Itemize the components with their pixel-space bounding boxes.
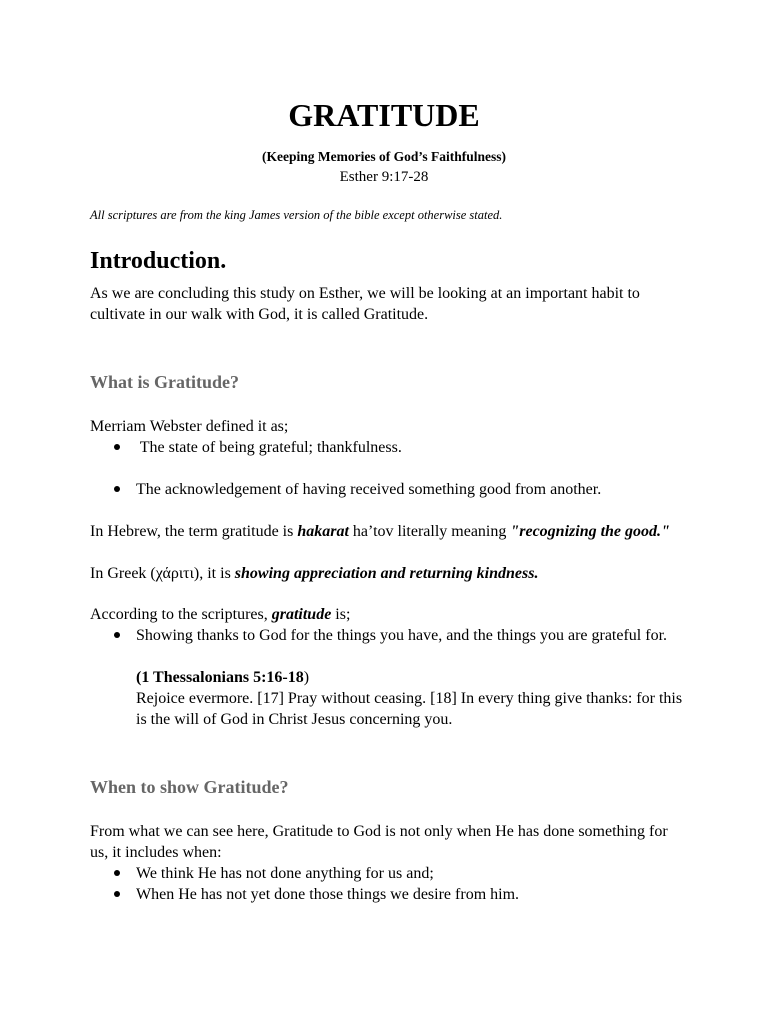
scripture-text-after: is; <box>331 605 351 623</box>
verse-reference <box>136 667 309 688</box>
list-item-text: Showing thanks to God for the things you have, and the things you are grateful for. <box>136 626 668 644</box>
verse-text: Rejoice evermore. [17] Pray without ceasing. [18] In every thing give thanks: for this is the will of God in Christ Jesus concerning you. <box>136 689 683 728</box>
hebrew-definition <box>90 521 670 542</box>
introduction-heading: Introduction. <box>90 248 227 274</box>
definition-intro: Merriam Webster defined it as; <box>90 417 289 435</box>
list-item <box>136 479 601 500</box>
document-subtitle: (Keeping Memories of God’s Faithfulness) <box>262 149 506 164</box>
hebrew-text-before: In Hebrew, the term gratitude is <box>90 522 298 540</box>
when-paragraph: From what we can see here, Gratitude to God is not only when He has done something for us, it includes when: <box>90 822 668 861</box>
bullet-icon <box>114 444 120 450</box>
bullet-icon <box>114 891 120 897</box>
list-item-text: The state of being grateful; thankfulness. <box>136 438 402 456</box>
list-item <box>136 625 667 646</box>
hebrew-term: hakarat <box>297 522 349 540</box>
bullet-icon <box>114 870 120 876</box>
introduction-paragraph: As we are concluding this study on Esther, we will be looking at an important habit to cultivate in our walk with God, it is called Gratitude. <box>90 284 640 323</box>
version-note: All scriptures are from the king James version of the bible except otherwise stated. <box>90 208 503 222</box>
verse-reference-close: ) <box>303 668 310 686</box>
greek-definition <box>90 563 538 584</box>
list-item <box>136 863 434 884</box>
bullet-icon <box>114 632 120 638</box>
list-item <box>136 884 519 905</box>
scripture-definition-intro <box>90 604 350 625</box>
scripture-text-before: According to the scriptures, <box>90 605 272 623</box>
greek-text-before: In Greek (χάριτι), it is <box>90 564 235 582</box>
hebrew-text-middle: ha’tov literally meaning <box>348 522 511 540</box>
what-is-gratitude-heading: What is Gratitude? <box>90 372 240 392</box>
list-item-text: We think He has not done anything for us and; <box>136 864 434 882</box>
list-item <box>136 437 402 458</box>
list-item-text: When He has not yet done those things we desire from him. <box>136 885 520 903</box>
greek-meaning: showing appreciation and returning kindness. <box>234 564 539 582</box>
scripture-reference: Esther 9:17-28 <box>339 169 429 185</box>
list-item-text: The acknowledgement of having received something good from another. <box>136 480 602 498</box>
when-to-show-gratitude-heading: When to show Gratitude? <box>90 777 289 797</box>
hebrew-meaning: "recognizing the good." <box>510 522 670 540</box>
document-title: GRATITUDE <box>288 97 480 133</box>
verse-reference-text: (1 Thessalonians 5:16-18 <box>136 668 304 686</box>
bullet-icon <box>114 486 120 492</box>
scripture-term: gratitude <box>271 605 332 623</box>
